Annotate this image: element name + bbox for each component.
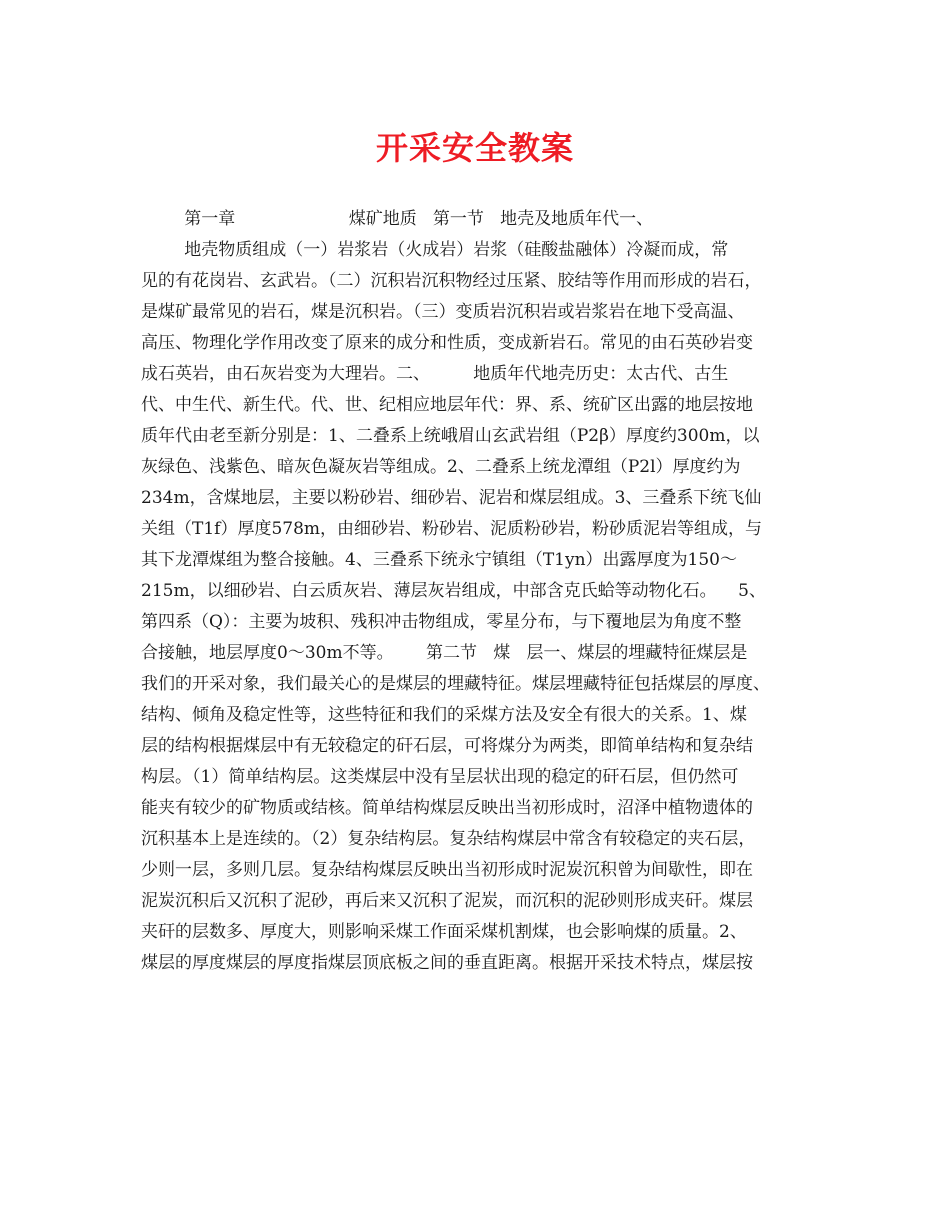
text-line: 少则一层，多则几层。复杂结构煤层反映出当初形成时泥炭沉积曾为间歇性，即在 (141, 860, 753, 880)
text-line: 能夹有较少的矿物质或结核。简单结构煤层反映出当初形成时，沼泽中植物遗体的 (141, 798, 753, 818)
document-title: 开采安全教案 (375, 129, 574, 167)
text-line: 结构、倾角及稳定性等，这些特征和我们的采煤方法及安全有很大的关系。1、煤 (141, 705, 747, 725)
text-line: 215m，以细砂岩、白云质灰岩、薄层灰岩组成，中部含克氏蛤等动物化石。 5、 (141, 581, 766, 601)
text-line: 泥炭沉积后又沉积了泥砂，再后来又沉积了泥炭，而沉积的泥砂则形成夹矸。煤层 (141, 891, 753, 911)
text-line: 关组（T1f）厚度578m，由细砂岩、粉砂岩、泥质粉砂岩，粉砂质泥岩等组成，与 (141, 519, 763, 539)
text-line: 第一章 煤矿地质 第一节 地壳及地质年代一、 (141, 209, 654, 229)
text-line: 成石英岩，由石灰岩变为大理岩。二、 地质年代地壳历史：太古代、古生 (141, 364, 729, 384)
text-line: 层的结构根据煤层中有无较稳定的矸石层，可将煤分为两类，即简单结构和复杂结 (141, 736, 753, 756)
text-line: 煤层的厚度煤层的厚度指煤层顶底板之间的垂直距离。根据开采技术特点，煤层按 (141, 953, 753, 973)
text-line: 质年代由老至新分别是：1、二叠系上统峨眉山玄武岩组（P2β）厚度约300m，以 (141, 426, 760, 446)
text-line: 沉积基本上是连续的。（2）复杂结构层。复杂结构煤层中常含有较稳定的夹石层， (141, 829, 756, 849)
text-line: 夹矸的层数多、厚度大，则影响采煤工作面采煤机割煤，也会影响煤的质量。2、 (141, 922, 747, 942)
text-line: 是煤矿最常见的岩石，煤是沉积岩。（三）变质岩沉积岩或岩浆岩在地下受高温、 (141, 302, 745, 322)
text-line: 见的有花岗岩、玄武岩。（二）沉积岩沉积物经过压紧、胶结等作用而形成的岩石， (141, 271, 762, 291)
document-body (141, 204, 821, 979)
text-line: 构层。（1）简单结构层。这类煤层中没有呈层状出现的稳定的矸石层，但仍然可 (141, 767, 739, 787)
text-line: 其下龙潭煤组为整合接触。4、三叠系下统永宁镇组（T1yn）出露厚度为150～ (141, 550, 737, 570)
text-line: 高压、物理化学作用改变了原来的成分和性质，变成新岩石。常见的由石英砂岩变 (141, 333, 753, 353)
text-line: 合接触，地层厚度0～30m不等。 第二节 煤 层一、煤层的埋藏特征煤层是 (141, 643, 748, 663)
text-line: 地壳物质组成（一）岩浆岩（火成岩）岩浆（硅酸盐融体）冷凝而成，常 (141, 240, 729, 260)
text-line: 我们的开采对象，我们最关心的是煤层的埋藏特征。煤层埋藏特征包括煤层的厚度、 (141, 674, 770, 694)
text-line: 代、中生代、新生代。代、世、纪相应地层年代：界、系、统矿区出露的地层按地 (141, 395, 753, 415)
text-line: 灰绿色、浅紫色、暗灰色凝灰岩等组成。2、二叠系上统龙潭组（P2l）厚度约为 (141, 457, 741, 477)
text-line: 234m，含煤地层，主要以粉砂岩、细砂岩、泥岩和煤层组成。3、三叠系下统飞仙 (141, 488, 762, 508)
text-line: 第四系（Q）：主要为坡积、残积冲击物组成，零星分布，与下覆地层为角度不整 (141, 612, 742, 632)
